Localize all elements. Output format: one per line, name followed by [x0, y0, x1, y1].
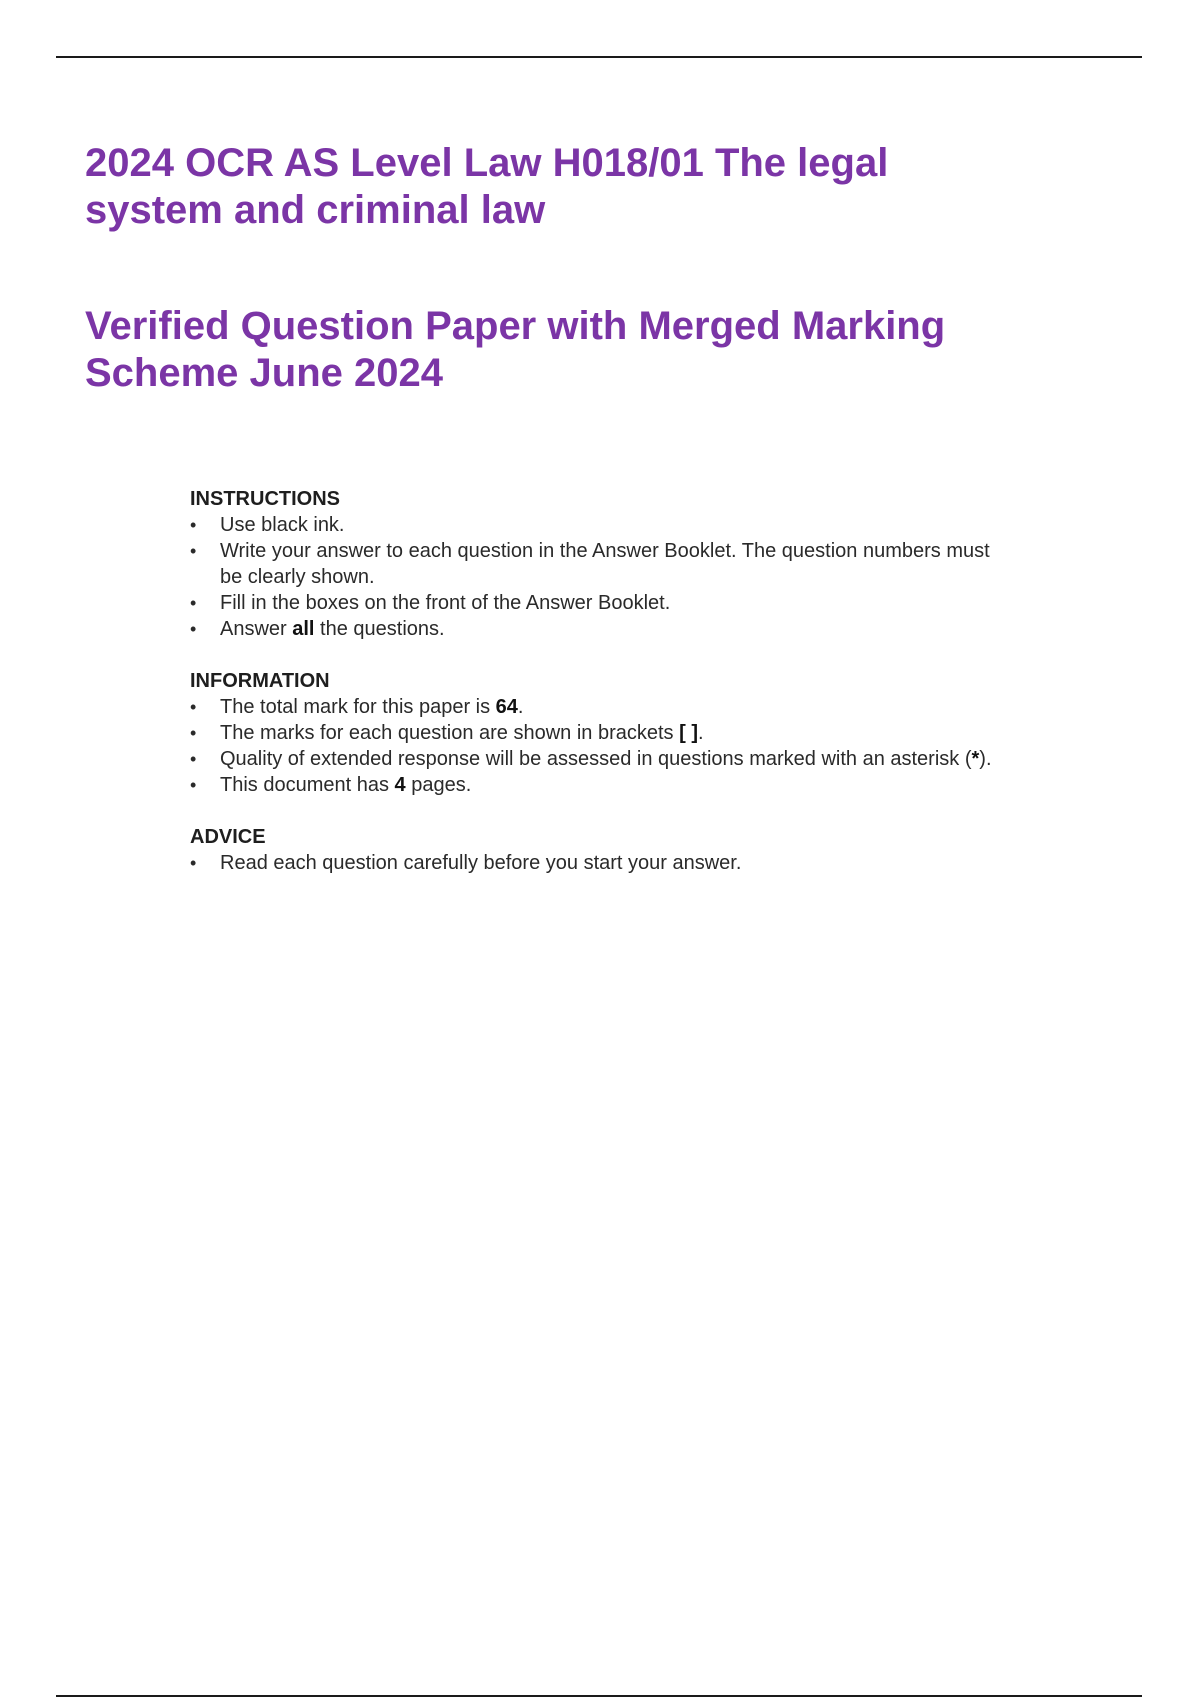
information-item-1-pre: The total mark for this paper is — [220, 696, 496, 718]
instructions-item-4 — [190, 616, 1090, 642]
top-rule — [56, 56, 1142, 58]
information-item-1-post: . — [517, 696, 524, 718]
instructions-heading: INSTRUCTIONS — [190, 488, 340, 510]
instructions-item-1-text: Use black ink. — [220, 514, 345, 536]
information-item-3-pre: Quality of extended response will be assessed in questions marked with an asterisk ( — [220, 748, 972, 770]
brackets-symbol: [ ] — [679, 722, 699, 744]
advice-section — [190, 824, 1090, 876]
document-subtitle-line-1: Verified Question Paper with Merged Marking — [85, 304, 946, 348]
information-item-4-pre: This document has — [220, 774, 395, 796]
document-subtitle — [85, 303, 1085, 397]
bullet-icon: • — [190, 593, 197, 613]
page-count-value: 4 — [394, 774, 406, 796]
instructions-item-4-post: the questions. — [314, 618, 445, 640]
instructions-list — [190, 512, 1090, 642]
instructions-item-3-text: Fill in the boxes on the front of the Answer Booklet. — [220, 592, 671, 614]
advice-item-1 — [190, 850, 1090, 876]
bullet-icon: • — [190, 697, 197, 717]
instructions-item-3 — [190, 590, 1090, 616]
information-section — [190, 668, 1090, 798]
bullet-icon: • — [190, 853, 197, 873]
document-title-line-1: 2024 OCR AS Level Law H018/01 The legal — [85, 141, 889, 185]
asterisk-symbol: * — [971, 748, 980, 770]
information-item-4-post: pages. — [405, 774, 472, 796]
advice-heading: ADVICE — [190, 826, 266, 848]
advice-item-1-text: Read each question carefully before you start your answer. — [220, 852, 742, 874]
information-item-1 — [190, 694, 1090, 720]
document-title-line-2: system and criminal law — [85, 188, 546, 232]
document-subtitle-line-2: Scheme June 2024 — [85, 351, 443, 395]
instructions-item-2 — [190, 538, 1090, 590]
information-item-3 — [190, 746, 1090, 772]
document-title — [85, 140, 1085, 234]
bullet-icon: • — [190, 541, 197, 561]
bullet-icon: • — [190, 515, 197, 535]
instructions-item-4-pre: Answer — [220, 618, 293, 640]
information-item-3-post: ). — [979, 748, 992, 770]
information-item-2-post: . — [698, 722, 704, 744]
instructions-item-1 — [190, 512, 1090, 538]
bottom-rule — [56, 1695, 1142, 1697]
information-item-2-pre: The marks for each question are shown in brackets — [220, 722, 680, 744]
information-item-4 — [190, 772, 1090, 798]
bullet-icon: • — [190, 775, 197, 795]
information-item-2 — [190, 720, 1090, 746]
bullet-icon: • — [190, 619, 197, 639]
information-heading: INFORMATION — [190, 670, 330, 692]
total-mark-value: 64 — [495, 696, 518, 718]
advice-list — [190, 850, 1090, 876]
bullet-icon: • — [190, 723, 197, 743]
instructions-item-4-bold: all — [292, 618, 315, 640]
instructions-item-2-line-2: be clearly shown. — [220, 566, 375, 588]
exam-info — [190, 486, 1090, 902]
information-list — [190, 694, 1090, 798]
instructions-section — [190, 486, 1090, 642]
bullet-icon: • — [190, 749, 197, 769]
instructions-item-2-line-1: Write your answer to each question in the Answer Booklet. The question numbers must — [220, 540, 990, 562]
